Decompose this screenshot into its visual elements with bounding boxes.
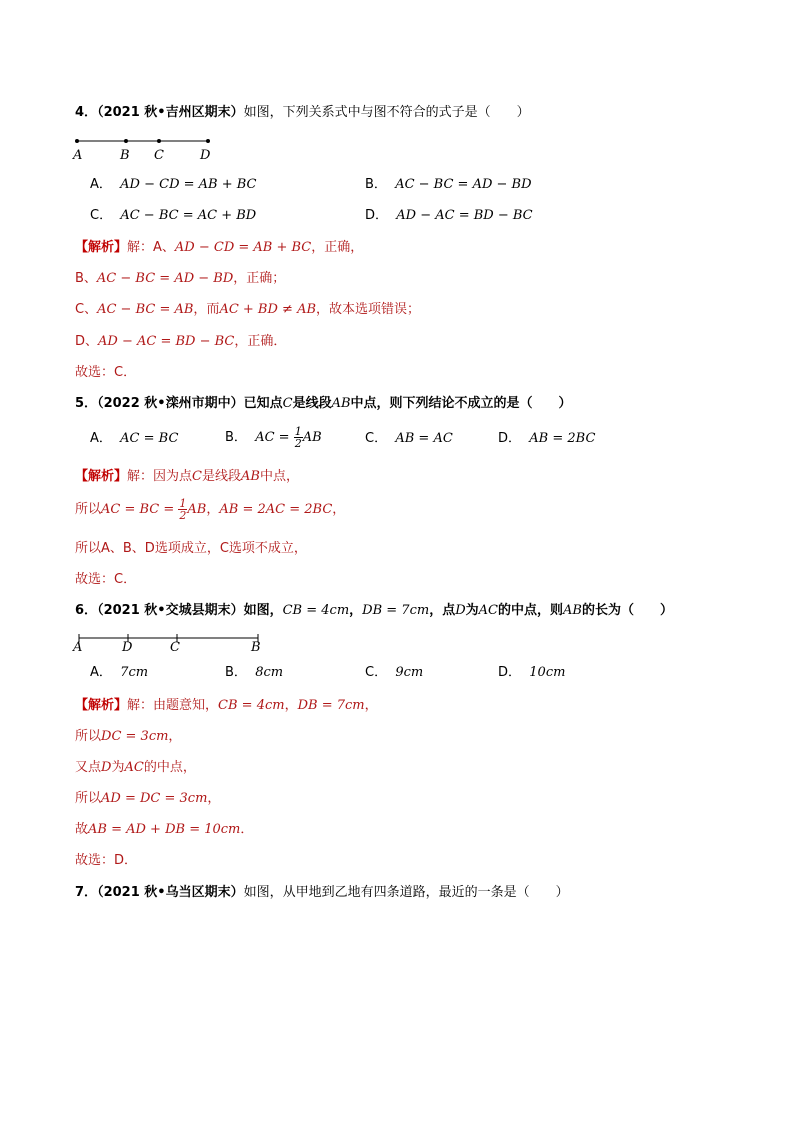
q4-option-a: A． AD − CD = AB + BC: [90, 177, 257, 192]
q5-solution-fraction: $\frac{1}{2}$: [179, 497, 187, 522]
q5-option-d: D． AB = 2BC: [498, 431, 596, 446]
q6-option-c: C． 9cm: [365, 665, 424, 680]
q6-solution-line2: 所以DC = 3cm，: [75, 729, 182, 744]
q4-label-c: C: [154, 148, 164, 163]
q5-solution-line2: 所以AC = BC = $\frac{1}{2}$ AB，AB = 2AC = 2BC，: [75, 497, 346, 522]
q6-solution-line5: 故AB = AD + DB = 10cm．: [75, 822, 254, 837]
q4-label-d: D: [200, 148, 211, 163]
q5-option-a: A． AC = BC: [90, 431, 179, 446]
q4-solution-line4: D、AD − AC = BD − BC，正确．: [75, 334, 287, 349]
q6-stem: 6．（2021 秋•交城县期末）如图，CB = 4cm，DB = 7cm，点D为AC的中点，则AB的长为（ ）: [75, 603, 673, 618]
q4-solution-line3: C、AC − BC = AB，而AC + BD ≠ AB，故本选项错误；: [75, 302, 421, 317]
q4-option-d: D． AD − AC = BD − BC: [365, 208, 533, 223]
q5-stem: 5．（2022 秋•滦州市期中）已知点C是线段AB中点，则下列结论不成立的是（ ）: [75, 396, 572, 411]
q6-label-d: D: [122, 640, 133, 655]
q5-answer: 故选：C．: [75, 572, 137, 587]
q4-option-c: C． AC − BC = AC + BD: [90, 208, 257, 223]
q4-option-b: B． AC − BC = AD − BD: [365, 177, 532, 192]
q6-label-a: A: [73, 640, 83, 655]
q4-solution-line1: 【解析】解：A、AD − CD = AB + BC，正确，: [75, 240, 364, 255]
q4-label-a: A: [73, 148, 83, 163]
q6-option-d: D． 10cm: [498, 665, 566, 680]
q4-label-b: B: [120, 148, 130, 163]
q6-label-c: C: [170, 640, 180, 655]
q6-option-b: B． 8cm: [225, 665, 284, 680]
q4-stem: 4．（2021 秋•吉州区期末）如图，下列关系式中与图不符合的式子是（ ）: [75, 105, 530, 120]
q7-stem: 7．（2021 秋•乌当区期末）如图，从甲地到乙地有四条道路，最近的一条是（ ）: [75, 885, 569, 900]
q6-answer: 故选：D．: [75, 853, 138, 868]
q4-solution-line2: B、AC − BC = AD − BD，正确；: [75, 271, 286, 286]
q5-option-b-fraction: $\frac{1}{2}$: [294, 425, 302, 450]
q4-answer: 故选：C．: [75, 365, 137, 380]
q6-solution-line4: 所以AD = DC = 3cm，: [75, 791, 221, 806]
q5-option-b: B． AC = $\frac{1}{2}$ AB: [225, 425, 322, 450]
q6-option-a: A． 7cm: [90, 665, 149, 680]
q5-solution-line1: 【解析】解：因为点C是线段AB中点，: [75, 469, 299, 484]
q6-label-b: B: [251, 640, 261, 655]
q6-solution-line3: 又点D为AC的中点，: [75, 760, 196, 775]
q5-solution-line3: 所以A、B、D选项成立，C选项不成立，: [75, 541, 307, 556]
q6-solution-line1: 【解析】解：由题意知，CB = 4cm，DB = 7cm，: [75, 698, 378, 713]
q5-option-c: C． AB = AC: [365, 431, 453, 446]
